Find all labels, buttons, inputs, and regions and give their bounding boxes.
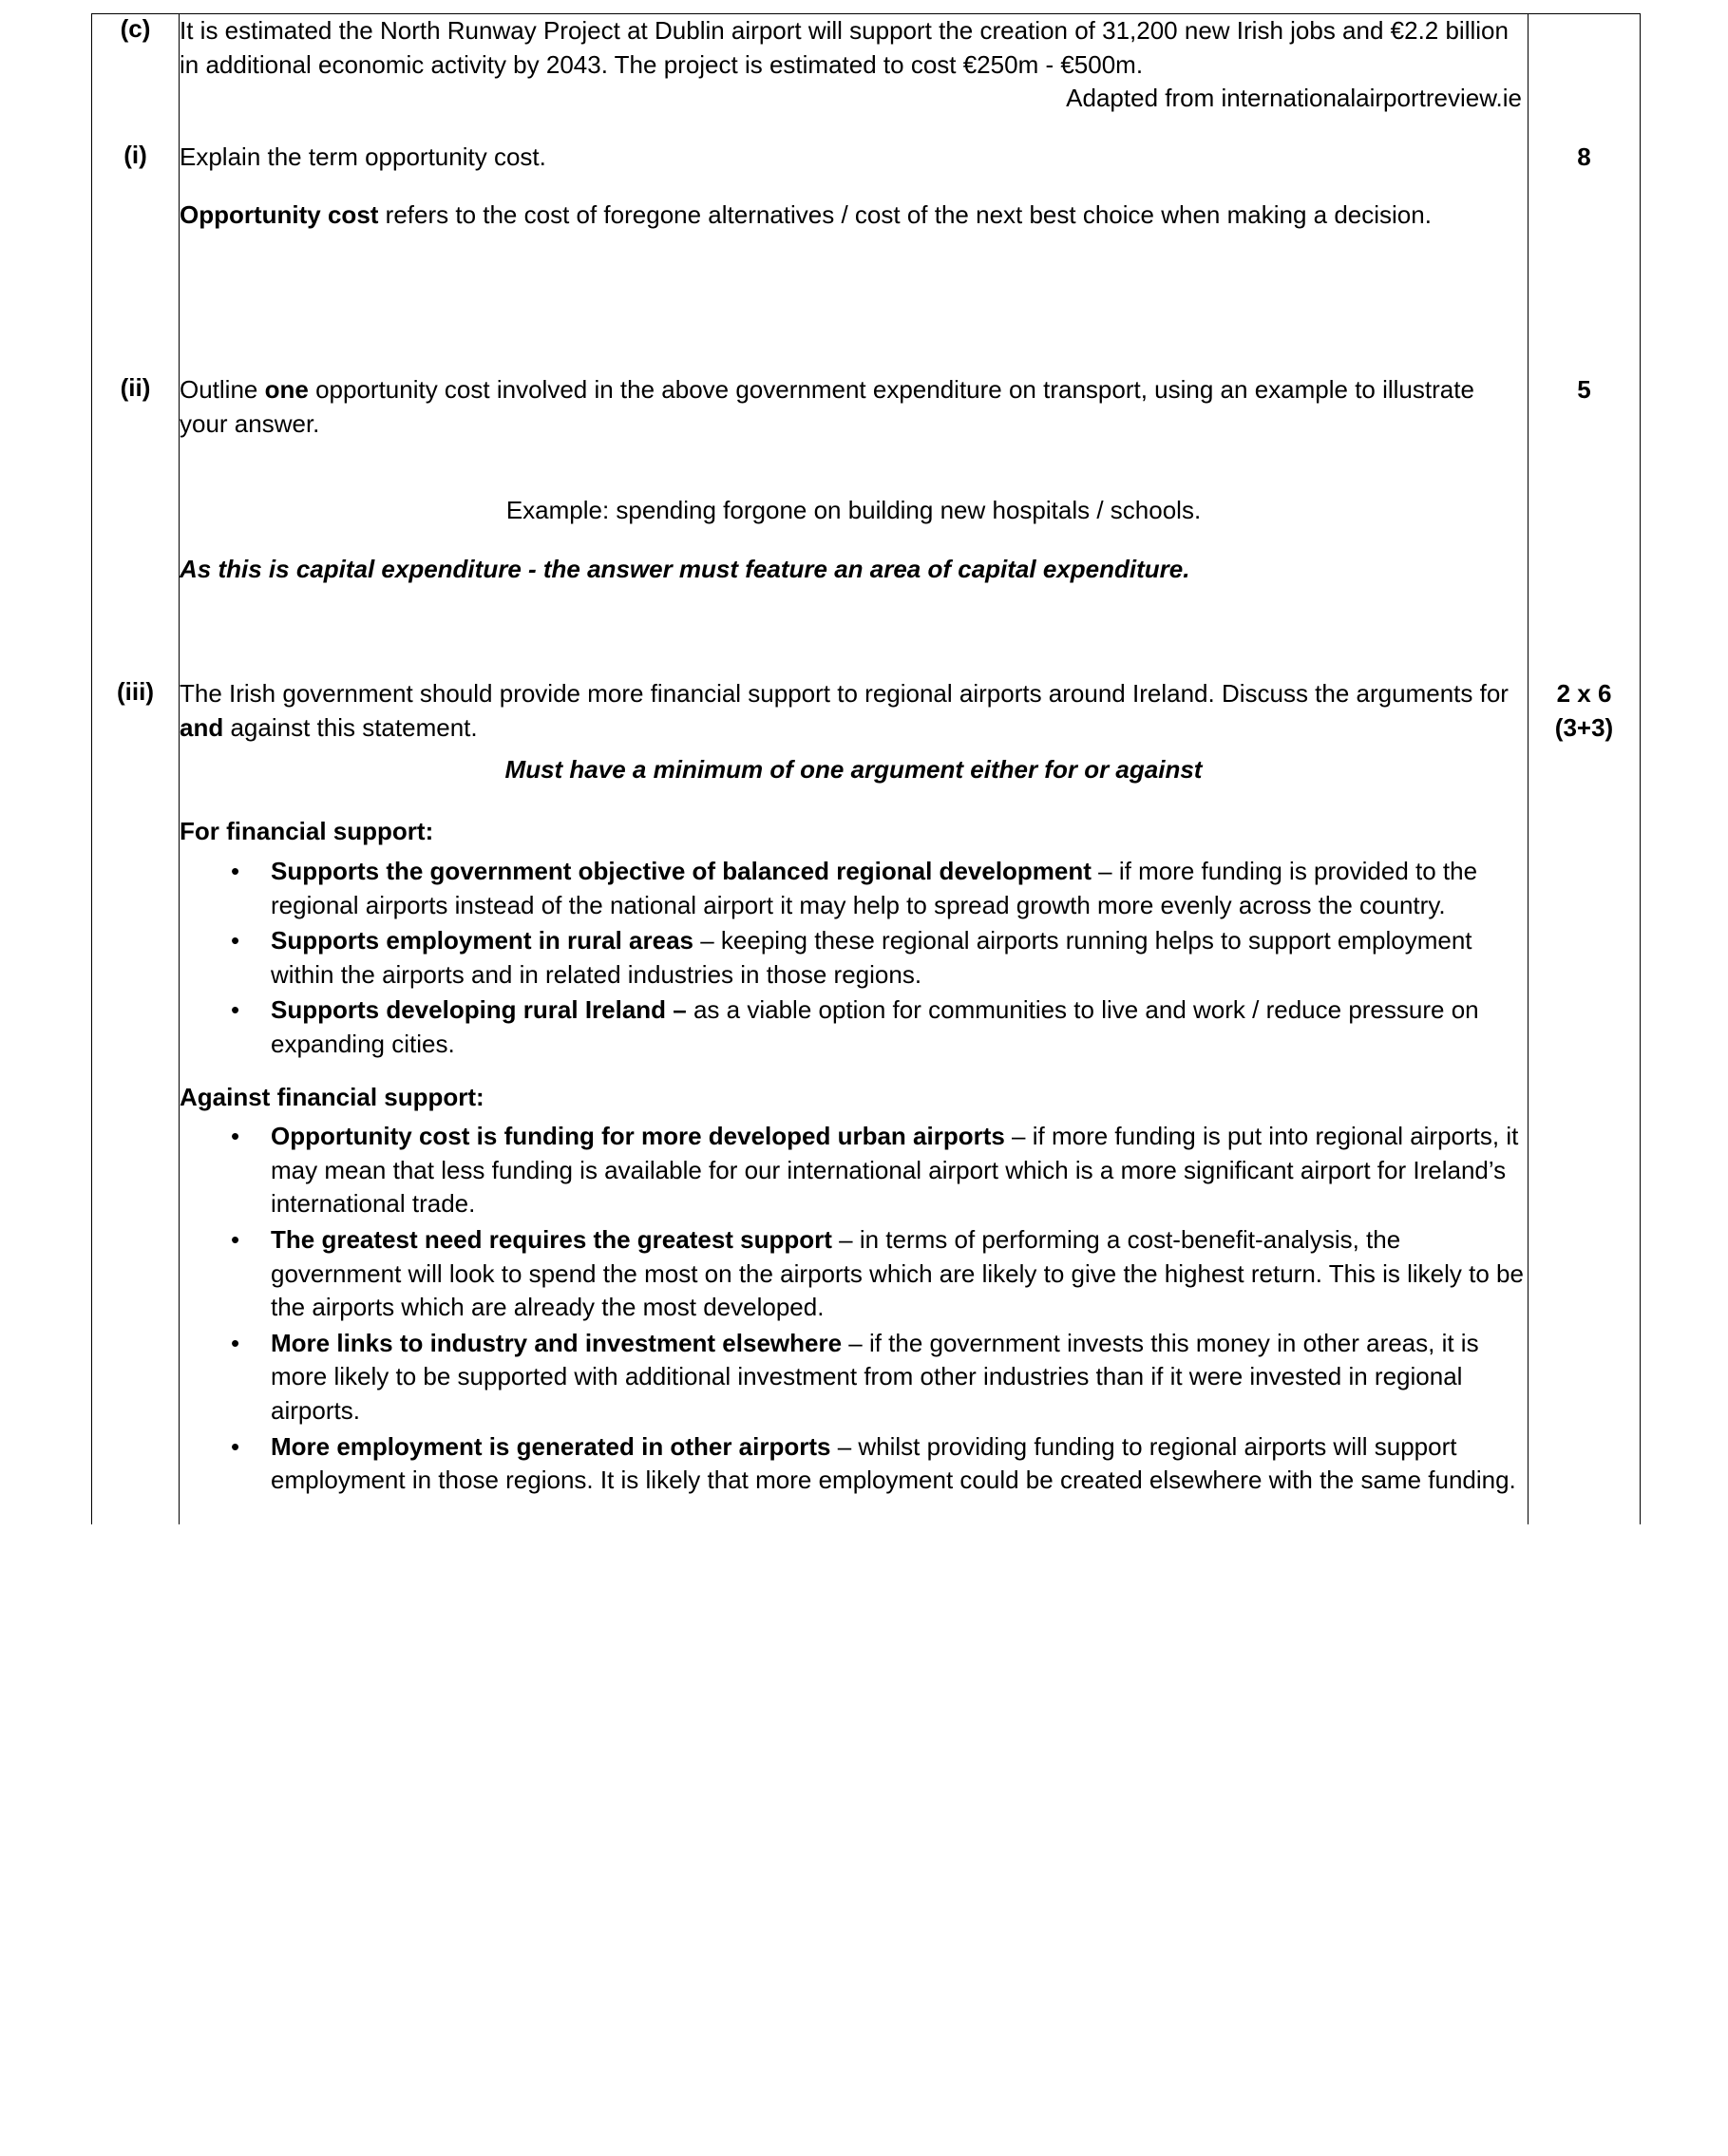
question-text-iii bbox=[180, 677, 1528, 745]
part-label-iii bbox=[92, 652, 180, 1523]
part-label-ii-text: (ii) bbox=[120, 373, 151, 403]
spacer bbox=[180, 786, 1528, 811]
point-body: – if more funding is put into regional airports, it may mean that less funding is available for our international airport which is a more significant airport for Ireland’s international trade. bbox=[271, 1122, 1519, 1219]
answer-body: refers to the cost of foregone alternatives / cost of the next best choice when making a decision. bbox=[378, 200, 1432, 230]
point-body: – if the government invests this money in other areas, it is more likely to be supported with additional investment from other industries than if it were invested in regional airports. bbox=[271, 1328, 1479, 1426]
marking-scheme-table bbox=[91, 13, 1641, 1524]
marks-value-ii: 5 bbox=[1577, 375, 1591, 405]
part-label-i-text: (i) bbox=[123, 140, 147, 169]
table-row bbox=[92, 349, 1641, 652]
list-item bbox=[271, 924, 1528, 992]
spacer bbox=[92, 116, 179, 141]
question-text-i: Explain the term opportunity cost. bbox=[180, 142, 546, 171]
spacer bbox=[92, 349, 179, 373]
point-title: More employment is generated in other airports bbox=[271, 1431, 831, 1461]
for-support-list bbox=[180, 855, 1528, 1062]
spacer bbox=[180, 1500, 1528, 1524]
part-label-iii-text: (iii) bbox=[117, 677, 154, 707]
table-row bbox=[92, 652, 1641, 1523]
answer-cell-ii bbox=[180, 349, 1529, 652]
question-iii-pre: The Irish government should provide more financial support to regional airports around Ireland. Discuss the arguments for bbox=[180, 679, 1509, 709]
spacer bbox=[180, 639, 1528, 652]
stimulus-text: It is estimated the North Runway Project at Dublin airport will support the creation of 31,200 new Irish jobs and €2.2 billion in additional economic activity by 2043. The project is estimated to cost €250m - €500m. bbox=[180, 16, 1509, 79]
for-support-heading: For financial support: bbox=[180, 817, 434, 846]
list-item bbox=[271, 993, 1528, 1061]
question-ii-pre: Outline bbox=[180, 375, 265, 405]
answer-cell-i bbox=[180, 116, 1529, 349]
spacer bbox=[180, 528, 1528, 553]
marks-cell-i bbox=[1529, 116, 1641, 349]
point-title: More links to industry and investment elsewhere bbox=[271, 1328, 843, 1357]
table-row bbox=[92, 14, 1641, 116]
spacer bbox=[180, 174, 1528, 199]
spacer bbox=[92, 652, 179, 677]
question-iii-post: against this statement. bbox=[223, 713, 478, 743]
list-item bbox=[271, 855, 1528, 922]
point-title: Supports developing rural Ireland – bbox=[271, 995, 687, 1025]
list-item bbox=[271, 1120, 1528, 1221]
spacer bbox=[180, 116, 1528, 141]
question-text-ii bbox=[180, 373, 1528, 441]
spacer bbox=[180, 586, 1528, 639]
stimulus-source: Adapted from internationalairportreview.ie bbox=[1066, 84, 1522, 113]
spacer bbox=[1529, 349, 1640, 373]
marks-cell-iii bbox=[1529, 652, 1641, 1523]
point-title: Supports employment in rural areas bbox=[271, 926, 694, 955]
list-item bbox=[271, 1327, 1528, 1428]
spacer bbox=[180, 652, 1528, 677]
point-title: Supports the government objective of balanced regional development bbox=[271, 856, 1092, 885]
marks-value-iii-line1: 2 x 6 bbox=[1556, 679, 1612, 709]
list-item bbox=[271, 1430, 1528, 1498]
part-label-c: (c) bbox=[92, 14, 180, 116]
point-body: – keeping these regional airports running helps to support employment within the airports and in related industries in those regions. bbox=[271, 926, 1472, 989]
against-support-heading: Against financial support: bbox=[180, 1082, 484, 1111]
marks-value-iii-line2: (3+3) bbox=[1554, 712, 1614, 742]
spacer bbox=[180, 441, 1528, 494]
spacer bbox=[180, 233, 1528, 324]
answer-text-i bbox=[180, 199, 1528, 233]
answer-key-term: Opportunity cost bbox=[180, 200, 379, 230]
spacer bbox=[1529, 652, 1640, 677]
list-item bbox=[271, 1223, 1528, 1325]
marks-cell-ii bbox=[1529, 349, 1641, 652]
table-row bbox=[92, 116, 1641, 349]
marking-note-ii: As this is capital expenditure - the answer must feature an area of capital expenditure. bbox=[180, 554, 1190, 583]
point-title: The greatest need requires the greatest support bbox=[271, 1225, 832, 1255]
answer-cell-iii bbox=[180, 652, 1529, 1523]
against-support-list bbox=[180, 1120, 1528, 1498]
example-text-ii: Example: spending forgone on building new hospitals / schools. bbox=[505, 496, 1202, 525]
point-body: as a viable option for communities to live and work / reduce pressure on expanding cities. bbox=[271, 995, 1479, 1058]
stimulus-cell bbox=[180, 14, 1529, 116]
marks-value-i: 8 bbox=[1577, 142, 1591, 171]
point-body: – in terms of performing a cost-benefit-analysis, the government will look to spend the most on the airports which are likely to give the highest return. This is likely to be the airports which are already the most developed. bbox=[271, 1225, 1524, 1322]
spacer bbox=[180, 1064, 1528, 1077]
point-body: – whilst providing funding to regional airports will support employment in those regions. It is likely that more employment could be created elsewhere with the same funding. bbox=[271, 1431, 1516, 1495]
point-title: Opportunity cost is funding for more developed urban airports bbox=[271, 1122, 1005, 1151]
question-iii-emphasis: and bbox=[180, 713, 224, 743]
spacer bbox=[180, 324, 1528, 349]
minimum-requirement-note: Must have a minimum of one argument either for or against bbox=[504, 754, 1203, 784]
spacer bbox=[180, 349, 1528, 373]
spacer bbox=[1529, 116, 1640, 141]
marks-cell-c bbox=[1529, 14, 1641, 116]
part-label-i bbox=[92, 116, 180, 349]
question-ii-post: opportunity cost involved in the above government expenditure on transport, using an example to illustrate your answer. bbox=[180, 375, 1474, 438]
point-body: – if more funding is provided to the regional airports instead of the national airport it may help to spread growth more evenly across the country. bbox=[271, 856, 1478, 919]
part-label-ii bbox=[92, 349, 180, 652]
question-ii-emphasis: one bbox=[264, 375, 309, 405]
